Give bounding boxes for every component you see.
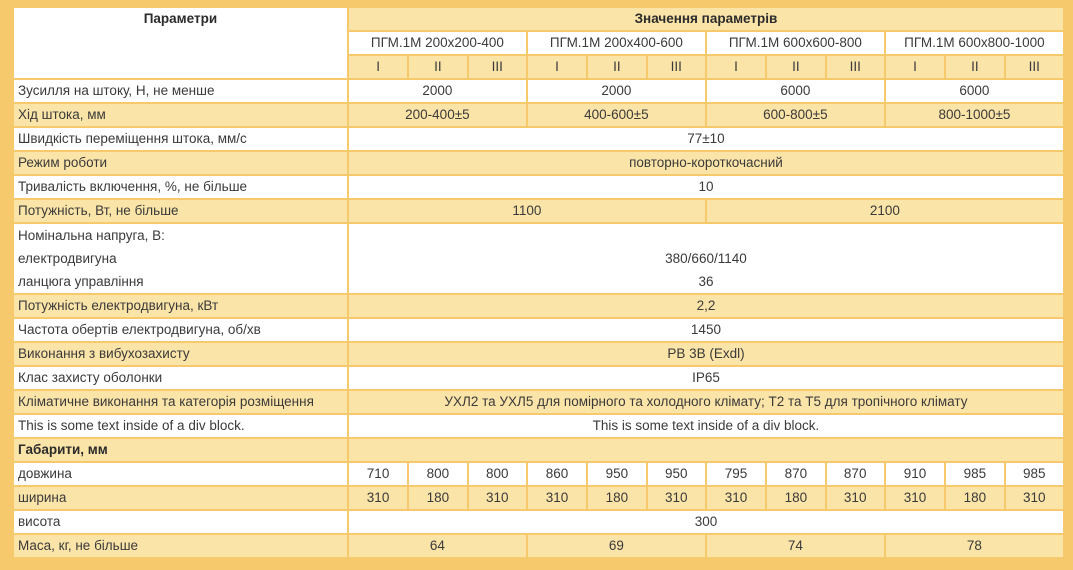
header-values: Значення параметрів bbox=[349, 8, 1063, 30]
cell-value: 6000 bbox=[886, 80, 1063, 102]
cell-value: 2000 bbox=[528, 80, 705, 102]
row-label: This is some text inside of a div block. bbox=[14, 415, 347, 437]
subcol: I bbox=[349, 56, 407, 78]
cell-value: 74 bbox=[707, 535, 884, 557]
subcol: II bbox=[946, 56, 1003, 78]
row-label bbox=[14, 224, 347, 293]
row-stroke bbox=[14, 104, 1063, 126]
cell-value: 2100 bbox=[707, 200, 1063, 222]
subcol: III bbox=[1006, 56, 1063, 78]
row-label: Частота обертів електродвигуна, об/хв bbox=[14, 319, 347, 341]
cell-value: 310 bbox=[349, 487, 407, 509]
row-mode bbox=[14, 152, 1063, 174]
header-params: Параметри bbox=[14, 8, 347, 78]
row-label: Клас захисту оболонки bbox=[14, 367, 347, 389]
cell-value: 180 bbox=[946, 487, 1003, 509]
spec-table bbox=[12, 6, 1065, 559]
model-4: ПГМ.1М 600х800-1000 bbox=[886, 32, 1063, 54]
voltage-control-value: 36 bbox=[698, 274, 714, 289]
cell-value: 910 bbox=[886, 463, 944, 485]
model-3: ПГМ.1М 600х600-800 bbox=[707, 32, 884, 54]
cell-value: 200-400±5 bbox=[349, 104, 526, 126]
row-mass bbox=[14, 535, 1063, 557]
row-label: Потужність, Вт, не більше bbox=[14, 200, 347, 222]
cell-value: 2000 bbox=[349, 80, 526, 102]
cell-value: 870 bbox=[827, 463, 884, 485]
cell-value: 400-600±5 bbox=[528, 104, 705, 126]
row-rpm bbox=[14, 319, 1063, 341]
voltage-label: Номінальна напруга, В: bbox=[18, 228, 165, 243]
section-spacer bbox=[349, 439, 1063, 461]
row-voltage bbox=[14, 224, 1063, 293]
cell-value: 795 bbox=[707, 463, 765, 485]
cell-value: 310 bbox=[528, 487, 586, 509]
voltage-motor-label: електродвигуна bbox=[18, 251, 117, 266]
cell-value: 69 bbox=[528, 535, 705, 557]
row-label: Потужність електродвигуна, кВт bbox=[14, 295, 347, 317]
cell-value: 985 bbox=[1006, 463, 1063, 485]
subcol: III bbox=[827, 56, 884, 78]
model-2: ПГМ.1М 200х400-600 bbox=[528, 32, 705, 54]
cell-value: 860 bbox=[528, 463, 586, 485]
cell-value: This is some text inside of a div block. bbox=[349, 415, 1063, 437]
subcol: III bbox=[469, 56, 526, 78]
cell-value: 600-800±5 bbox=[707, 104, 884, 126]
subcol: I bbox=[886, 56, 944, 78]
row-label: Хід штока, мм bbox=[14, 104, 347, 126]
voltage-control-label: ланцюга управління bbox=[18, 274, 144, 289]
subcol: I bbox=[528, 56, 586, 78]
cell-value: 800-1000±5 bbox=[886, 104, 1063, 126]
cell-value: 950 bbox=[588, 463, 645, 485]
row-explosion bbox=[14, 343, 1063, 365]
row-label: Маса, кг, не більше bbox=[14, 535, 347, 557]
row-speed bbox=[14, 128, 1063, 150]
cell-value: 800 bbox=[469, 463, 526, 485]
cell-value: 310 bbox=[469, 487, 526, 509]
row-label: Тривалість включення, %, не більше bbox=[14, 176, 347, 198]
cell-value: 6000 bbox=[707, 80, 884, 102]
row-motor-power bbox=[14, 295, 1063, 317]
cell-value: 10 bbox=[349, 176, 1063, 198]
row-length bbox=[14, 463, 1063, 485]
row-label: Виконання з вибухозахисту bbox=[14, 343, 347, 365]
row-climate bbox=[14, 391, 1063, 413]
cell-value: 950 bbox=[648, 463, 705, 485]
subcol: II bbox=[588, 56, 645, 78]
cell-value: 310 bbox=[827, 487, 884, 509]
cell-value: 78 bbox=[886, 535, 1063, 557]
row-label: Швидкість переміщення штока, мм/с bbox=[14, 128, 347, 150]
cell-value: 180 bbox=[767, 487, 824, 509]
cell-value: 985 bbox=[946, 463, 1003, 485]
cell-value: 800 bbox=[409, 463, 466, 485]
row-power bbox=[14, 200, 1063, 222]
header-row bbox=[14, 8, 1063, 30]
row-label: Зусилля на штоку, Н, не менше bbox=[14, 80, 347, 102]
cell-value: 64 bbox=[349, 535, 526, 557]
cell-value: РВ 3В (Exdl) bbox=[349, 343, 1063, 365]
row-divtext bbox=[14, 415, 1063, 437]
cell-value: 77±10 bbox=[349, 128, 1063, 150]
row-label: Режим роботи bbox=[14, 152, 347, 174]
cell-value bbox=[349, 224, 1063, 293]
cell-value: 1100 bbox=[349, 200, 705, 222]
cell-value: УХЛ2 та УХЛ5 для помірного та холодного клімату; Т2 та Т5 для тропічного клімату bbox=[349, 391, 1063, 413]
row-label: Кліматичне виконання та категорія розміщення bbox=[14, 391, 347, 413]
cell-value: 310 bbox=[886, 487, 944, 509]
cell-value: 310 bbox=[1006, 487, 1063, 509]
row-duty bbox=[14, 176, 1063, 198]
cell-value: 180 bbox=[588, 487, 645, 509]
cell-value: 310 bbox=[707, 487, 765, 509]
subcol: II bbox=[409, 56, 466, 78]
cell-value: 870 bbox=[767, 463, 824, 485]
cell-value: 310 bbox=[648, 487, 705, 509]
row-height bbox=[14, 511, 1063, 533]
row-label: висота bbox=[14, 511, 347, 533]
cell-value: 1450 bbox=[349, 319, 1063, 341]
row-dims-header bbox=[14, 439, 1063, 461]
subcol: II bbox=[767, 56, 824, 78]
row-label: ширина bbox=[14, 487, 347, 509]
row-width bbox=[14, 487, 1063, 509]
cell-value: повторно-короткочасний bbox=[349, 152, 1063, 174]
section-label: Габарити, мм bbox=[14, 439, 347, 461]
cell-value: 710 bbox=[349, 463, 407, 485]
cell-value: 180 bbox=[409, 487, 466, 509]
row-label: довжина bbox=[14, 463, 347, 485]
spec-table-container bbox=[14, 8, 1067, 564]
cell-value: 300 bbox=[349, 511, 1063, 533]
model-1: ПГМ.1М 200х200-400 bbox=[349, 32, 526, 54]
voltage-motor-value: 380/660/1140 bbox=[665, 251, 747, 266]
row-ip bbox=[14, 367, 1063, 389]
subcol: III bbox=[648, 56, 705, 78]
subcol: I bbox=[707, 56, 765, 78]
cell-value: IP65 bbox=[349, 367, 1063, 389]
row-force bbox=[14, 80, 1063, 102]
cell-value: 2,2 bbox=[349, 295, 1063, 317]
